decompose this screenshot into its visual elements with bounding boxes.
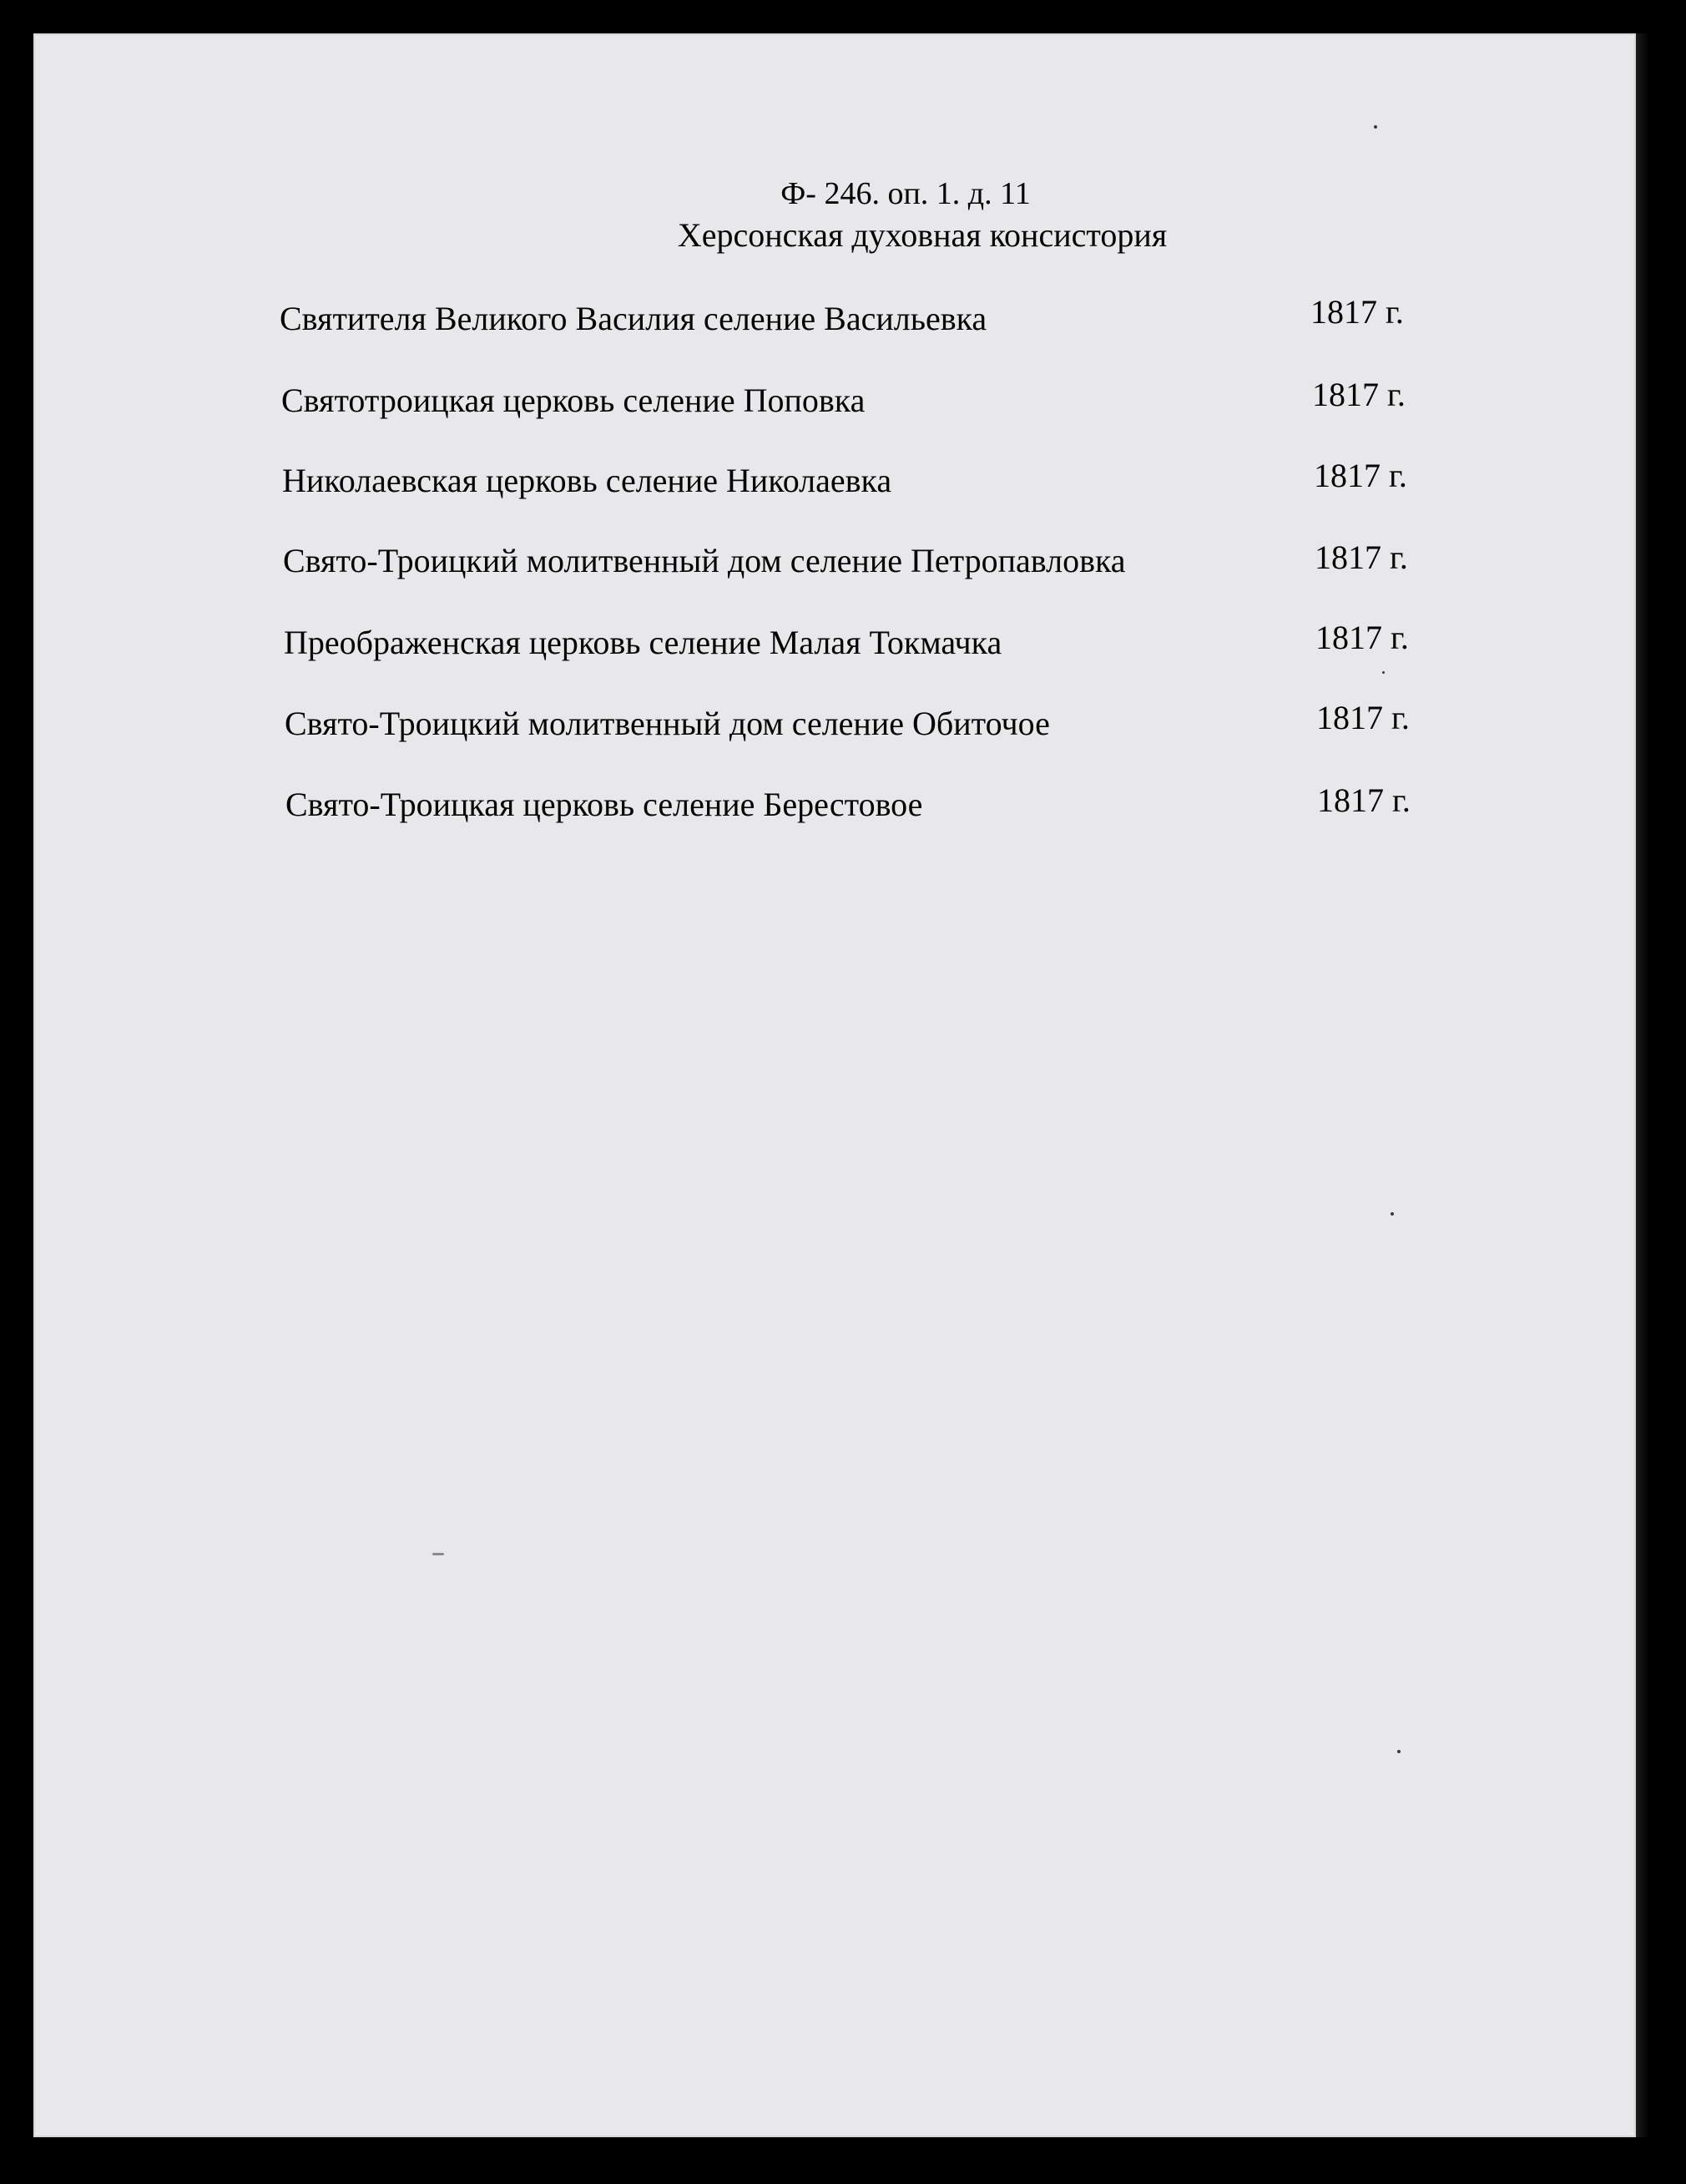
entry-year: 1817 г. [1316, 699, 1410, 736]
dust-speck [1382, 671, 1385, 674]
dust-speck [1374, 125, 1377, 129]
list-item [280, 293, 1448, 349]
entry-year: 1817 г. [1310, 293, 1404, 331]
list-item [282, 457, 1451, 511]
entry-title: Николаевская церковь селение Николаевка [282, 462, 892, 499]
entry-year: 1817 г. [1317, 781, 1411, 819]
dust-speck [432, 1553, 444, 1555]
entry-year: 1817 г. [1315, 619, 1409, 656]
entry-year: 1817 г. [1315, 538, 1408, 576]
dust-speck [1397, 1750, 1401, 1753]
entry-title: Свято-Троицкий молитвенный дом селение Обиточое [285, 705, 1050, 742]
entry-year: 1817 г. [1312, 376, 1406, 413]
institution-name: Херсонская духовная консистория [677, 216, 1168, 254]
entry-title: Святителя Великого Василия селение Васильевка [280, 300, 987, 337]
entry-title: Преображенская церковь селение Малая Токмачка [284, 624, 1002, 661]
list-item [285, 781, 1454, 835]
entry-title: Святотроицкая церковь селение Поповка [281, 382, 866, 419]
list-item [281, 376, 1450, 431]
archive-reference: Ф- 246. оп. 1. д. 11 [780, 176, 1031, 211]
entry-year: 1817 г. [1314, 457, 1407, 494]
list-item [283, 538, 1451, 591]
list-item [285, 699, 1453, 754]
entry-title: Свято-Троицкий молитвенный дом селение Петропавловка [283, 542, 1126, 579]
dust-speck [1391, 1212, 1394, 1216]
entry-title: Свято-Троицкая церковь селение Берестовое [285, 786, 923, 823]
list-item [284, 619, 1452, 673]
